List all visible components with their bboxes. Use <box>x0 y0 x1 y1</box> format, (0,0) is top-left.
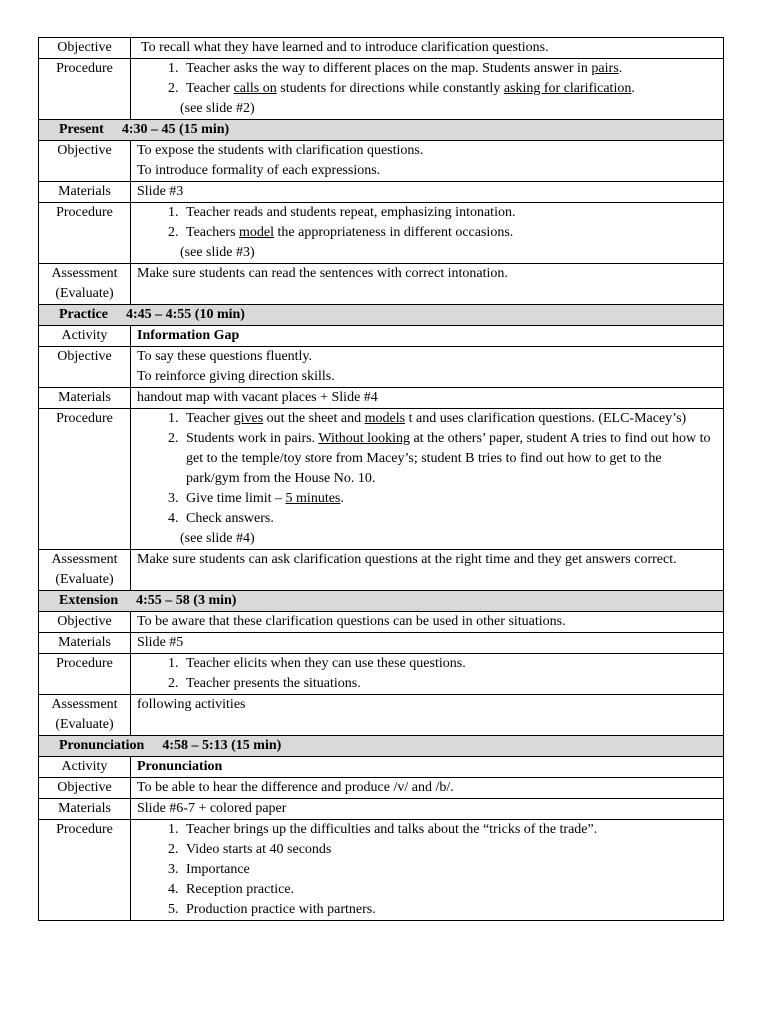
row-label: Assessment (Evaluate) <box>39 550 131 591</box>
objective-row <box>39 778 724 799</box>
procedure-step: 3. Give time limit – 5 minutes. <box>182 489 717 509</box>
procedure-step: 5. Production practice with partners. <box>182 900 717 920</box>
objective-row <box>39 141 724 182</box>
objective-text: To be able to hear the difference and produce /v/ and /b/. <box>131 778 724 799</box>
materials-row <box>39 799 724 820</box>
activity-text: Information Gap <box>131 326 724 347</box>
assessment-row <box>39 695 724 736</box>
slide-note: (see slide #3) <box>180 245 255 260</box>
assessment-row <box>39 550 724 591</box>
assessment-text: following activities <box>131 695 724 736</box>
procedure-step: 1. Teacher elicits when they can use these questions. <box>182 654 717 674</box>
procedure-step: 2. Teachers model the appropriateness in different occasions. <box>182 223 717 243</box>
procedure-step: 4. Reception practice. <box>182 880 717 900</box>
row-label: Procedure <box>39 820 131 921</box>
row-label: Procedure <box>39 409 131 550</box>
procedure-step: 1. Teacher asks the way to different places on the map. Students answer in pairs. <box>182 59 717 79</box>
materials-text: Slide #5 <box>131 633 724 654</box>
row-label: Objective <box>39 38 131 59</box>
objective-text: To expose the students with clarification questions. To introduce formality of each expressions. <box>131 141 724 182</box>
procedure-step: 3. Importance <box>182 860 717 880</box>
procedure-row <box>39 59 724 120</box>
lesson-plan-table <box>38 37 724 921</box>
procedure-step: 4. Check answers. <box>182 509 717 529</box>
procedure-row <box>39 409 724 550</box>
row-label: Procedure <box>39 59 131 120</box>
row-label: Materials <box>39 633 131 654</box>
section-title: Pronunciation <box>59 738 145 753</box>
materials-row <box>39 182 724 203</box>
procedure-step: 1. Teacher reads and students repeat, emphasizing intonation. <box>182 203 717 223</box>
procedure-row <box>39 203 724 264</box>
activity-row <box>39 757 724 778</box>
objective-row <box>39 612 724 633</box>
materials-text: Slide #3 <box>131 182 724 203</box>
row-label: Assessment (Evaluate) <box>39 695 131 736</box>
assessment-row <box>39 264 724 305</box>
row-label: Procedure <box>39 203 131 264</box>
section-time: 4:58 – 5:13 (15 min) <box>162 738 282 753</box>
procedure-list <box>137 409 717 529</box>
section-time: 4:30 – 45 (15 min) <box>121 122 230 137</box>
row-label: Activity <box>39 326 131 347</box>
row-label: Activity <box>39 757 131 778</box>
procedure-step: 2. Video starts at 40 seconds <box>182 840 717 860</box>
row-label: Assessment (Evaluate) <box>39 264 131 305</box>
section-time: 4:45 – 4:55 (10 min) <box>125 307 245 322</box>
objective-row <box>39 347 724 388</box>
procedure-step: 2. Teacher calls on students for directions while constantly asking for clarification. <box>182 79 717 99</box>
row-label: Objective <box>39 778 131 799</box>
section-title: Practice <box>59 307 108 322</box>
materials-row <box>39 388 724 409</box>
assessment-text: Make sure students can ask clarification questions at the right time and they get answers correct. <box>131 550 724 591</box>
activity-row <box>39 326 724 347</box>
procedure-cell <box>131 409 724 550</box>
row-label: Materials <box>39 799 131 820</box>
slide-note: (see slide #4) <box>180 531 255 546</box>
procedure-list <box>137 820 717 920</box>
procedure-list <box>137 654 717 694</box>
procedure-step: 2. Students work in pairs. Without looking at the others’ paper, student A tries to find out how to get to the temple/toy store from Macey’s; student B tries to find out how to get to the park/gym from the House No. 10. <box>182 429 717 489</box>
procedure-cell <box>131 203 724 264</box>
section-header-present <box>39 120 724 141</box>
row-label: Materials <box>39 388 131 409</box>
procedure-cell <box>131 654 724 695</box>
assessment-text: Make sure students can read the sentences with correct intonation. <box>131 264 724 305</box>
objective-row <box>39 38 724 59</box>
procedure-step: 1. Teacher brings up the difficulties and talks about the “tricks of the trade”. <box>182 820 717 840</box>
materials-text: handout map with vacant places + Slide #4 <box>131 388 724 409</box>
row-label: Materials <box>39 182 131 203</box>
section-header-practice <box>39 305 724 326</box>
procedure-step: 2. Teacher presents the situations. <box>182 674 717 694</box>
procedure-step: 1. Teacher gives out the sheet and models t and uses clarification questions. (ELC-Macey’s) <box>182 409 717 429</box>
materials-text: Slide #6-7 + colored paper <box>131 799 724 820</box>
activity-text: Pronunciation <box>131 757 724 778</box>
objective-text: To be aware that these clarification questions can be used in other situations. <box>131 612 724 633</box>
procedure-list <box>137 203 717 243</box>
procedure-row <box>39 654 724 695</box>
materials-row <box>39 633 724 654</box>
row-label: Objective <box>39 347 131 388</box>
section-title: Present <box>59 122 104 137</box>
slide-note: (see slide #2) <box>180 101 255 116</box>
section-time: 4:55 – 58 (3 min) <box>136 593 237 608</box>
row-label: Procedure <box>39 654 131 695</box>
objective-text: To recall what they have learned and to introduce clarification questions. <box>131 38 724 59</box>
section-header-pronunciation <box>39 736 724 757</box>
procedure-cell <box>131 820 724 921</box>
section-title: Extension <box>59 593 119 608</box>
section-header-extension <box>39 591 724 612</box>
objective-text: To say these questions fluently. To reinforce giving direction skills. <box>131 347 724 388</box>
row-label: Objective <box>39 141 131 182</box>
row-label: Objective <box>39 612 131 633</box>
procedure-row <box>39 820 724 921</box>
procedure-list <box>137 59 717 99</box>
procedure-cell <box>131 59 724 120</box>
